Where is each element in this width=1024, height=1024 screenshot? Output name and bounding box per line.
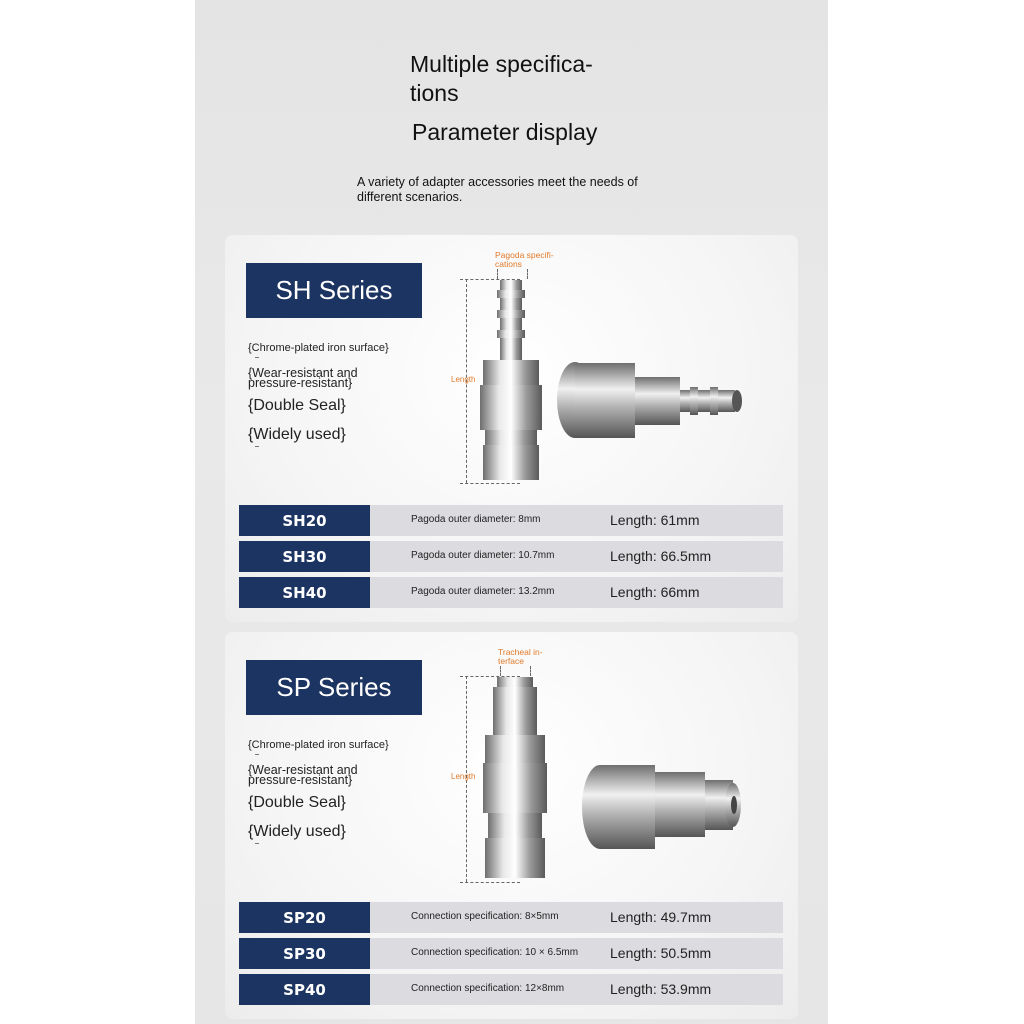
sp-coupler-image: [480, 672, 760, 887]
series-badge: SP Series: [246, 660, 422, 715]
length-label: Length: [451, 772, 476, 781]
model-length: Length: 50.5mm: [610, 945, 712, 961]
model-length: Length: 53.9mm: [610, 981, 712, 997]
sh-series-card: [225, 235, 798, 622]
feature-wear: {Wear-resistant and: [248, 366, 358, 380]
feature-pressure: pressure-resistant}: [248, 773, 353, 787]
feature-pressure: pressure-resistant}: [248, 376, 353, 390]
model-length: Length: 66.5mm: [610, 548, 712, 564]
feature-double-seal: {Double Seal}: [248, 794, 346, 811]
model-spec: Connection specification: 10 × 6.5mm: [411, 947, 579, 958]
page-subtitle: Parameter display: [412, 119, 598, 145]
table-row: [239, 938, 783, 969]
model-code: SH40: [239, 577, 370, 608]
feature-chrome: {Chrome-plated iron surface}: [248, 739, 389, 751]
model-code: SH30: [239, 541, 370, 572]
feature-widely-used: {Widely used}: [248, 426, 346, 443]
table-row: [239, 505, 783, 536]
page-title-line2: tions: [410, 80, 459, 106]
model-code: SP30: [239, 938, 370, 969]
model-length: Length: 61mm: [610, 512, 700, 528]
page-title-line1: Multiple specifica-: [410, 51, 593, 77]
page-description: A variety of adapter accessories meet the needs of different scenarios.: [357, 175, 638, 204]
model-code: SP40: [239, 974, 370, 1005]
table-row: [239, 541, 783, 572]
sh-coupler-image: [475, 275, 765, 490]
table-row: [239, 902, 783, 933]
model-code: SH20: [239, 505, 370, 536]
model-spec: Connection specification: 8×5mm: [411, 911, 559, 922]
series-badge: SH Series: [246, 263, 422, 318]
tracheal-callout: Tracheal in- terface: [498, 647, 543, 666]
feature-double-seal: {Double Seal}: [248, 397, 346, 414]
model-length: Length: 49.7mm: [610, 909, 712, 925]
model-spec: Connection specification: 12×8mm: [411, 983, 565, 994]
table-row: [239, 577, 783, 608]
model-length: Length: 66mm: [610, 584, 700, 600]
table-row: [239, 974, 783, 1005]
model-code: SP20: [239, 902, 370, 933]
pagoda-callout: Pagoda specifi- cations: [495, 250, 554, 269]
model-spec: Pagoda outer diameter: 13.2mm: [411, 586, 555, 597]
model-spec: Pagoda outer diameter: 10.7mm: [411, 550, 555, 561]
page-title: [410, 50, 670, 108]
feature-wear: {Wear-resistant and: [248, 763, 358, 777]
feature-widely-used: {Widely used}: [248, 823, 346, 840]
feature-chrome: {Chrome-plated iron surface}: [248, 342, 389, 354]
sp-series-card: [225, 632, 798, 1019]
model-spec: Pagoda outer diameter: 8mm: [411, 514, 541, 525]
length-label: Length: [451, 375, 476, 384]
